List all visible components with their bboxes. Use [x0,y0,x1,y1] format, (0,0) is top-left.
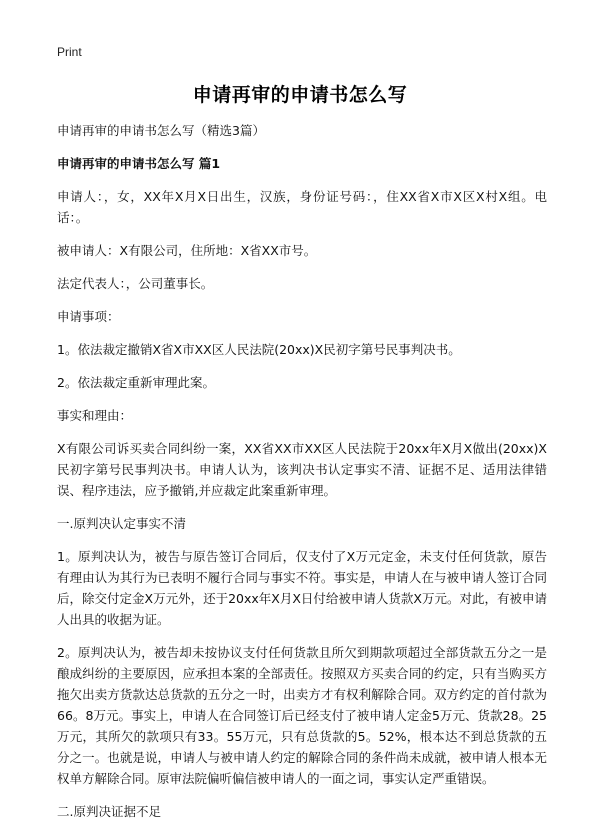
item-2: 2。依法裁定重新审理此案。 [57,375,215,390]
point-1-heading: 一.原判决认定事实不清 [57,516,186,531]
applicant-paragraph: 申请人：，女，XX年X月X日出生，汉族，身份证号码：，住XX省X市X区X村X组。电话：。 [57,189,547,225]
facts-heading: 事实和理由： [57,408,133,423]
print-label: Print [57,45,82,59]
point-1-paragraph-1: 1。原判决认为，被告与原告签订合同后，仅支付了X万元定金，未支付任何货款，原告有理由认为其行为已表明不履行合同与事实不符。事实是，申请人在与被申请人签订合同后，除交付定金X万元外，还于20xx年X月X日付给被申请人货款X万元。对此，有被申请人出具的收据为证。 [57,549,547,627]
facts-intro-paragraph: X有限公司诉买卖合同纠纷一案，XX省XX市XX区人民法院于20xx年X月X做出(20xx)X民初字第号民事判决书。申请人认为，该判决书认定事实不清、证据不足、适用法律错误、程序违法，应予撤销,并应裁定此案重新审理。 [57,441,547,498]
items-heading: 申请事项： [57,309,120,324]
respondent-paragraph: 被申请人：X有限公司，住所地：X省XX市号。 [57,243,317,258]
section-heading: 申请再审的申请书怎么写 篇1 [57,156,221,171]
point-1-paragraph-2: 2。原判决认为，被告却未按协议支付任何货款且所欠到期款项超过全部货款五分之一是酿成纠纷的主要原因，应承担本案的全部责任。按照双方买卖合同的约定，只有当购买方拖欠出卖方货款达总货款的五分之一时，出卖方才有权利解除合同。双方约定的首付款为66。8万元。事实上，申请人在合同签订后已经支付了被申请人定金5万元、货款28。25万元，其所欠的款项只有33。55万元，只有总货款的5。52%，根本达不到总货款的五分之一。也就是说，申请人与被申请人约定的解除合同的条件尚未成就，被申请人根本无权单方解除合同。原审法院偏听偏信被申请人的一面之词，事实认定严重错误。 [57,645,547,786]
document-title: 申请再审的申请书怎么写 [192,84,408,106]
legal-rep-paragraph: 法定代表人：，公司董事长。 [57,276,214,291]
point-2-heading: 二.原判决证据不足 [57,804,161,819]
document-body [57,120,547,834]
subtitle: 申请再审的申请书怎么写（精选3篇） [57,123,265,138]
item-1: 1。依法裁定撤销X省X市XX区人民法院(20xx)X民初字第号民事判决书。 [57,342,461,357]
